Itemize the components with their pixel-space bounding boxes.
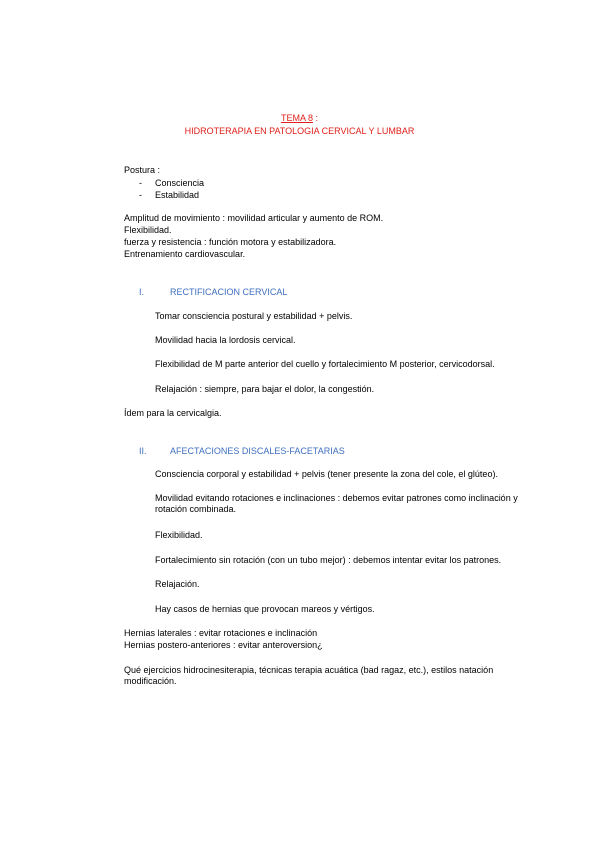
postura-label: Postura : — [124, 165, 161, 175]
section-item: Movilidad evitando rotaciones e inclinaciones : debemos evitar patrones como inclinación y rotación combinada. — [155, 493, 518, 514]
section-heading: AFECTACIONES DISCALES-FACETARIAS — [170, 446, 345, 456]
intro-line: Amplitud de movimiento : movilidad articular y aumento de ROM. — [124, 213, 384, 223]
tema-label: TEMA 8 — [280, 113, 313, 123]
section-item: Consciencia corporal y estabilidad + pelvis (tener presente la zona del cole, el glúteo). — [155, 469, 498, 479]
document-title: HIDROTERAPIA EN PATOLOGIA CERVICAL Y LUMBAR — [184, 126, 415, 136]
section-item: Flexibilidad. — [155, 530, 203, 540]
section-item: Movilidad hacia la lordosis cervical. — [155, 335, 296, 345]
section-heading: RECTIFICACION CERVICAL — [170, 287, 288, 297]
postura-item: Consciencia — [155, 178, 205, 188]
postura-item: Estabilidad — [155, 190, 200, 200]
section-item: Relajación : siempre, para bajar el dolor, la congestión. — [155, 384, 375, 394]
closing-question: Qué ejercicios hidrocinesiterapia, técnicas terapia acuática (bad ragaz, etc.), estilos natación modificación. — [124, 665, 494, 686]
intro-line: fuerza y resistencia : función motora y estabilizadora. — [124, 237, 337, 247]
tema-heading — [0, 113, 599, 124]
postura-bullet: - — [139, 178, 142, 188]
section-numeral: I. — [139, 287, 145, 297]
hernia-line: Hernias laterales : evitar rotaciones e inclinación — [124, 628, 318, 638]
section-numeral: II. — [139, 446, 147, 456]
postura-bullet: - — [139, 190, 142, 200]
intro-line: Flexibilidad. — [124, 225, 172, 235]
section-item: Hay casos de hernias que provocan mareos y vértigos. — [155, 604, 375, 614]
section-item: Tomar consciencia postural y estabilidad + pelvis. — [155, 311, 353, 321]
section-item: Fortalecimiento sin rotación (con un tubo mejor) : debemos intentar evitar los patrones. — [155, 555, 502, 565]
section-item: Relajación. — [155, 579, 200, 589]
hernia-line: Hernias postero-anteriores : evitar anteroversion¿ — [124, 640, 323, 650]
section-footer: Ídem para la cervicalgia. — [124, 408, 222, 418]
tema-suffix: : — [313, 113, 319, 123]
intro-line: Entrenamiento cardiovascular. — [124, 249, 246, 259]
section-item: Flexibilidad de M parte anterior del cuello y fortalecimiento M posterior, cervicodorsal. — [155, 359, 495, 369]
